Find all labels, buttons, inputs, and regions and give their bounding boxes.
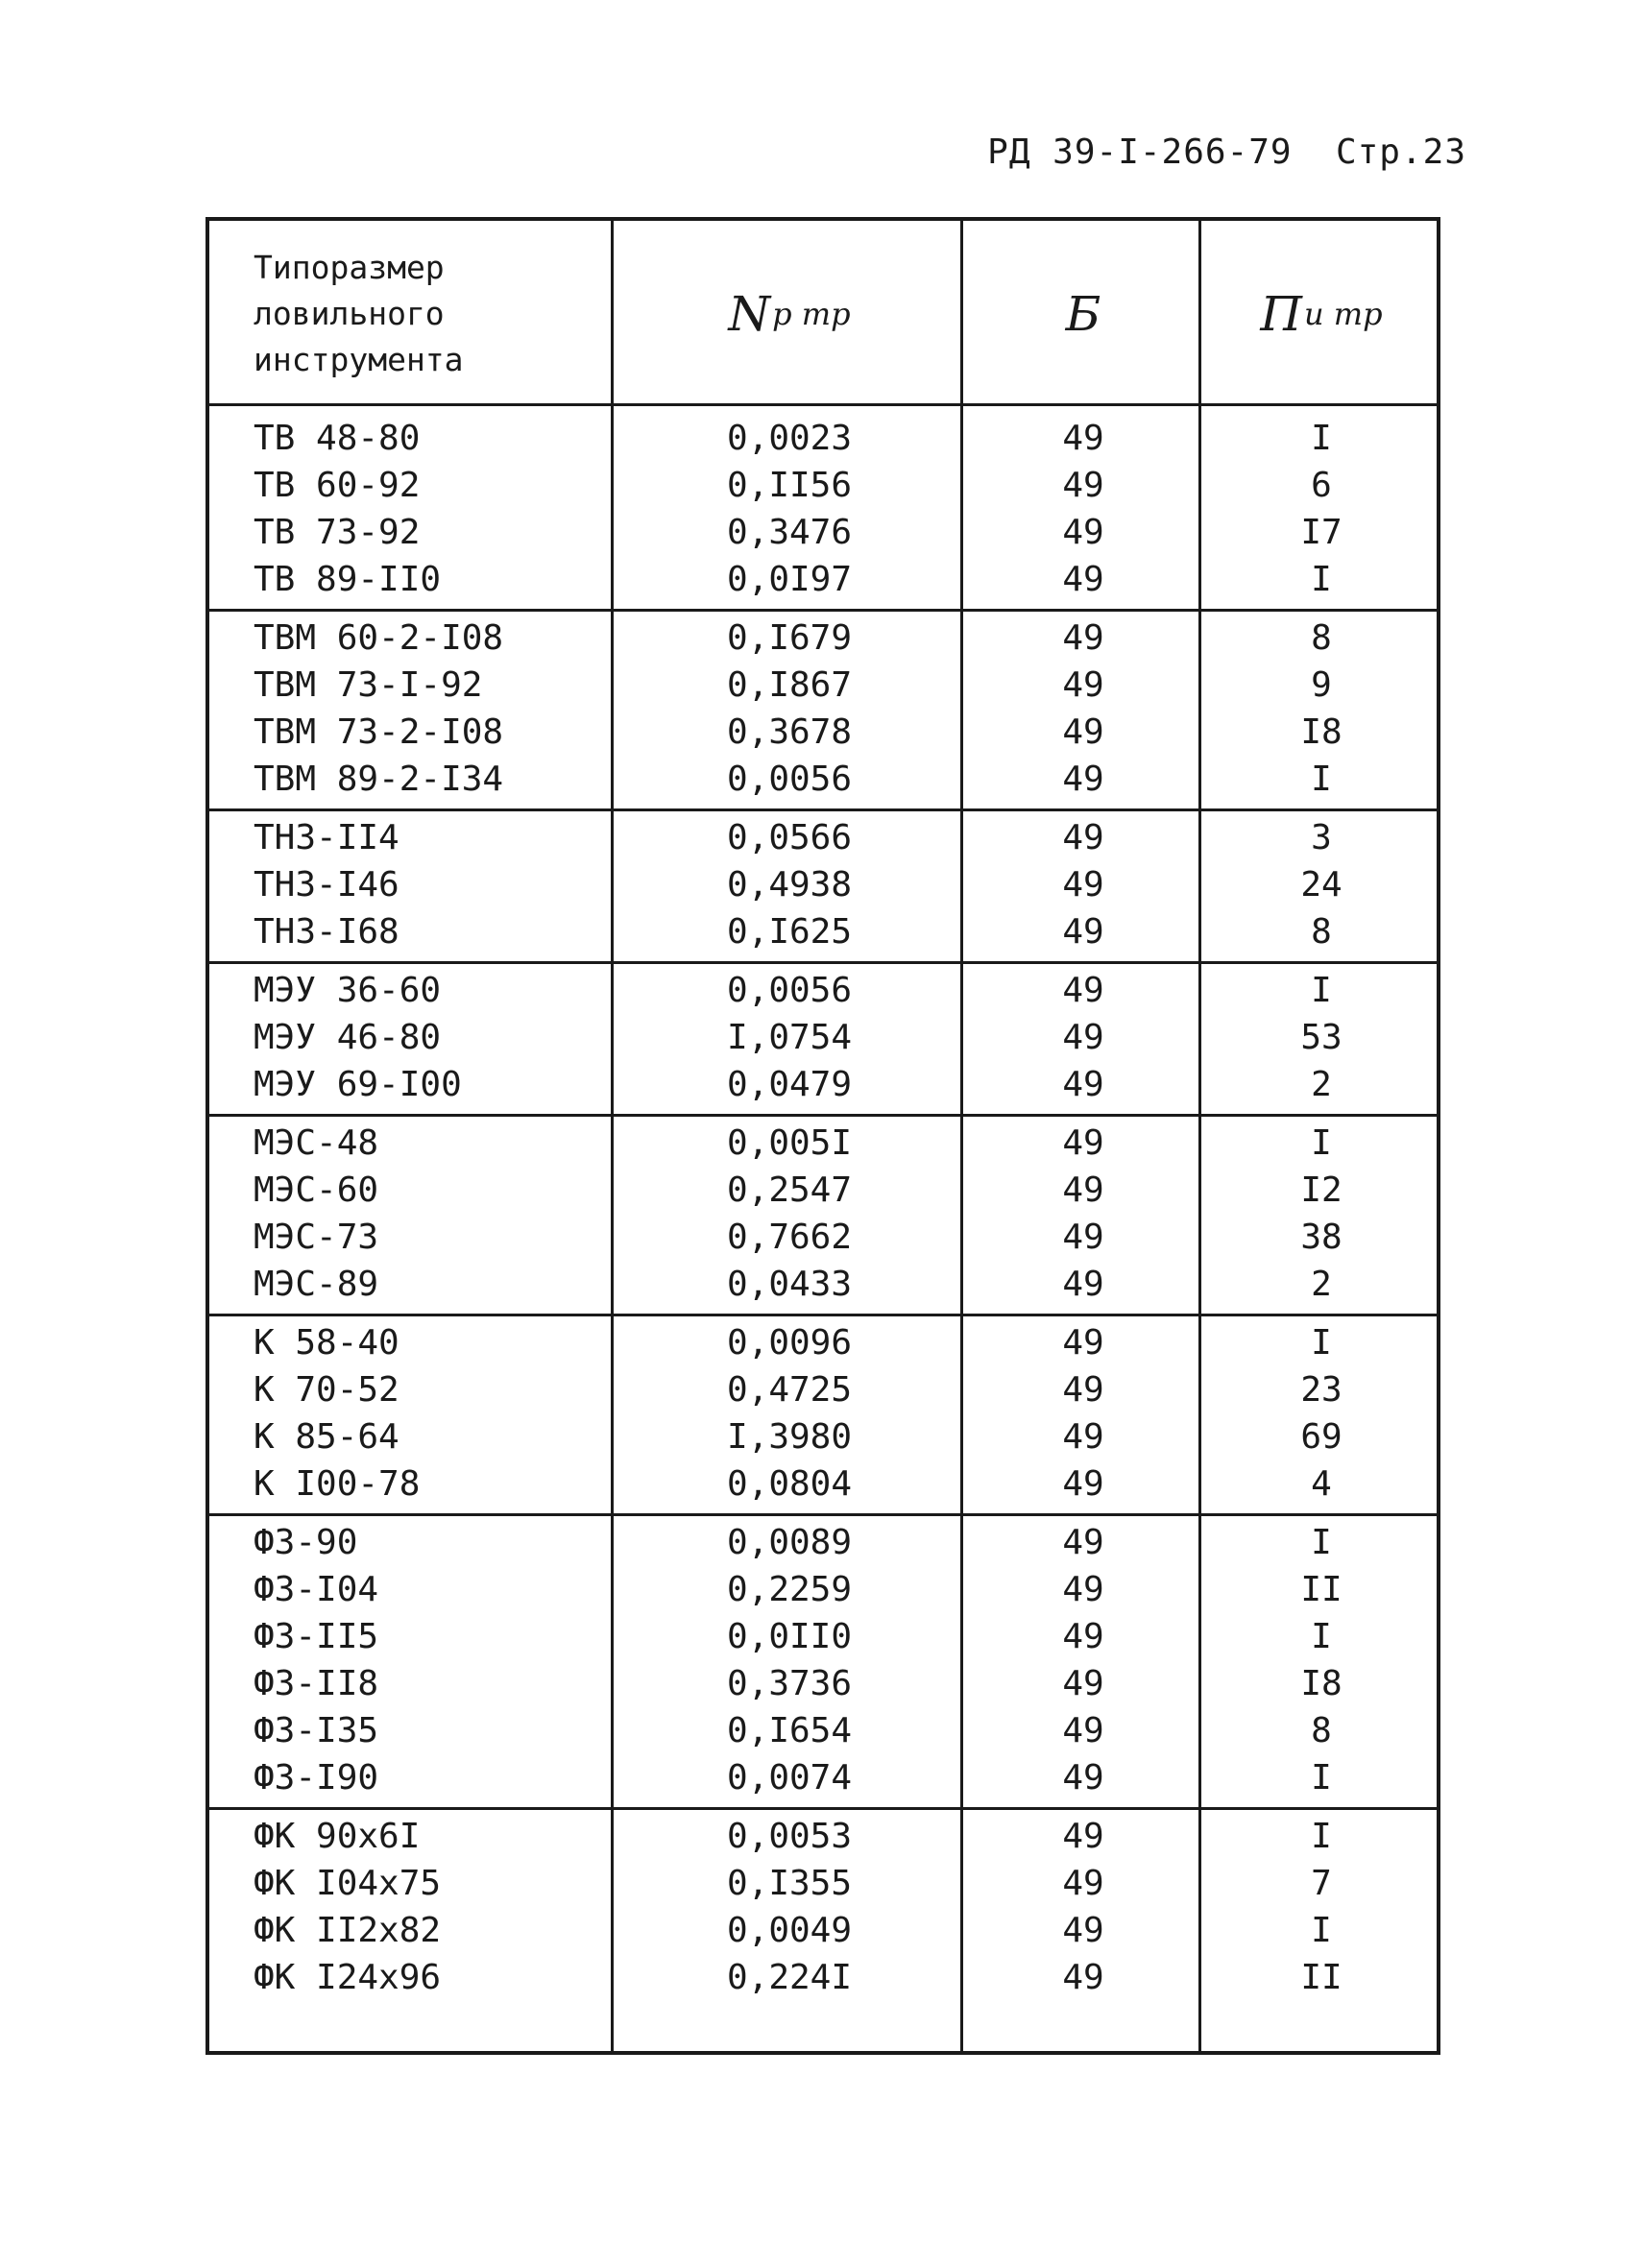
n-rtr-cell: 0,0096 (726, 1323, 853, 1363)
group-divider (209, 1114, 1437, 1117)
p-itr-cell: 8 (1311, 618, 1332, 658)
b-cell: 49 (1062, 1711, 1104, 1750)
b-cell: 49 (1062, 1323, 1104, 1363)
table-row (209, 1014, 1437, 1061)
b-cell: 49 (1062, 618, 1104, 658)
table-row (209, 615, 1437, 662)
header-tool-size-label: Типоразмер ловильного инструмента (254, 249, 464, 378)
table-row (209, 1707, 1437, 1754)
b-cell: 49 (1062, 1123, 1104, 1163)
p-itr-cell: I (1311, 1123, 1332, 1163)
tool-size-cell: ФЗ-II8 (254, 1664, 379, 1703)
table-row (209, 1261, 1437, 1308)
p-itr-cell: I (1311, 1817, 1332, 1856)
table-row (209, 1613, 1437, 1660)
tool-size-cell: МЭС-60 (254, 1170, 379, 1210)
table-row (209, 1167, 1437, 1214)
header-n-symbol: N (728, 286, 771, 342)
table-row (209, 756, 1437, 803)
p-itr-cell: I (1311, 1323, 1332, 1363)
table-row (209, 1061, 1437, 1108)
group-divider (209, 1513, 1437, 1516)
b-cell: 49 (1062, 712, 1104, 752)
tool-size-cell: ФЗ-I04 (254, 1570, 379, 1609)
table-row (209, 1214, 1437, 1261)
group-divider (209, 1314, 1437, 1316)
b-cell: 49 (1062, 1464, 1104, 1504)
p-itr-cell: 69 (1300, 1417, 1343, 1457)
p-itr-cell: II (1300, 1570, 1343, 1609)
p-itr-cell: I (1311, 971, 1332, 1010)
table-row (209, 662, 1437, 709)
p-itr-cell: 2 (1311, 1265, 1332, 1304)
p-itr-cell: I8 (1300, 1664, 1343, 1703)
n-rtr-cell: 0,3476 (726, 513, 853, 552)
b-cell: 49 (1062, 818, 1104, 857)
tool-size-cell: ФЗ-I90 (254, 1758, 379, 1798)
n-rtr-cell: I,3980 (726, 1417, 853, 1457)
tool-size-cell: МЭУ 36-60 (254, 971, 442, 1010)
table-row (209, 509, 1437, 556)
header-b (964, 221, 1202, 407)
tool-size-cell: ТВ 73-92 (254, 513, 421, 552)
tool-size-cell: ФК II2х82 (254, 1911, 442, 1950)
p-itr-cell: 8 (1311, 1711, 1332, 1750)
table-row (209, 1860, 1437, 1907)
tool-size-cell: К I00-78 (254, 1464, 421, 1504)
page-number: Стр.23 (1335, 133, 1466, 172)
table-row (209, 1566, 1437, 1613)
page-header (987, 133, 1466, 172)
header-n-subscript: р тр (772, 296, 851, 332)
group-divider (209, 961, 1437, 964)
tool-size-cell: ФЗ-II5 (254, 1617, 379, 1656)
p-itr-cell: 53 (1300, 1018, 1343, 1057)
header-n-rtr (615, 221, 964, 407)
header-tool-size (209, 221, 615, 407)
header-b-symbol: Б (1065, 286, 1101, 342)
b-cell: 49 (1062, 1758, 1104, 1798)
b-cell: 49 (1062, 1265, 1104, 1304)
table-row (209, 1319, 1437, 1366)
b-cell: 49 (1062, 1218, 1104, 1257)
b-cell: 49 (1062, 760, 1104, 799)
n-rtr-cell: 0,II56 (726, 466, 853, 505)
tool-size-cell: МЭС-48 (254, 1123, 379, 1163)
document-code: РД 39-I-266-79 (987, 133, 1293, 172)
b-cell: 49 (1062, 1065, 1104, 1104)
b-cell: 49 (1062, 419, 1104, 458)
n-rtr-cell: 0,0089 (726, 1523, 853, 1562)
p-itr-cell: I (1311, 419, 1332, 458)
n-rtr-cell: 0,005I (726, 1123, 853, 1163)
b-cell: 49 (1062, 1170, 1104, 1210)
tool-size-cell: ТВ 60-92 (254, 466, 421, 505)
table-row (209, 1954, 1437, 2001)
table-row (209, 1754, 1437, 1801)
n-rtr-cell: 0,0056 (726, 760, 853, 799)
table-row (209, 709, 1437, 756)
p-itr-cell: I (1311, 1523, 1332, 1562)
n-rtr-cell: 0,3678 (726, 712, 853, 752)
p-itr-cell: I (1311, 1758, 1332, 1798)
header-p-itr (1202, 221, 1440, 407)
b-cell: 49 (1062, 1018, 1104, 1057)
group-divider (209, 609, 1437, 612)
b-cell: 49 (1062, 1817, 1104, 1856)
table-row (209, 967, 1437, 1014)
b-cell: 49 (1062, 1911, 1104, 1950)
n-rtr-cell: 0,0566 (726, 818, 853, 857)
table-row (209, 1813, 1437, 1860)
tool-size-cell: ТВ 89-II0 (254, 560, 442, 599)
tool-size-cell: ТВМ 73-I-92 (254, 665, 483, 705)
p-itr-cell: 6 (1311, 466, 1332, 505)
n-rtr-cell: 0,3736 (726, 1664, 853, 1703)
b-cell: 49 (1062, 1864, 1104, 1903)
p-itr-cell: I (1311, 560, 1332, 599)
p-itr-cell: II (1300, 1958, 1343, 1997)
n-rtr-cell: 0,0II0 (726, 1617, 853, 1656)
tool-size-cell: ТНЗ-I68 (254, 912, 399, 952)
table-row (209, 1413, 1437, 1460)
header-p-subscript: и тр (1304, 296, 1383, 332)
n-rtr-cell: 0,0023 (726, 419, 853, 458)
tool-size-cell: ФК I24х96 (254, 1958, 442, 1997)
table-row (209, 861, 1437, 908)
n-rtr-cell: 0,4725 (726, 1370, 853, 1410)
table-row (209, 1120, 1437, 1167)
tool-size-cell: ФК I04х75 (254, 1864, 442, 1903)
n-rtr-cell: 0,0074 (726, 1758, 853, 1798)
table-row (209, 1907, 1437, 1954)
n-rtr-cell: 0,7662 (726, 1218, 853, 1257)
p-itr-cell: 2 (1311, 1065, 1332, 1104)
n-rtr-cell: 0,4938 (726, 865, 853, 905)
p-itr-cell: 9 (1311, 665, 1332, 705)
tool-size-cell: ФЗ-90 (254, 1523, 358, 1562)
n-rtr-cell: I,0754 (726, 1018, 853, 1057)
tool-size-cell: ТВМ 73-2-I08 (254, 712, 504, 752)
b-cell: 49 (1062, 1617, 1104, 1656)
tool-size-cell: К 70-52 (254, 1370, 399, 1410)
tool-size-cell: МЭУ 69-I00 (254, 1065, 462, 1104)
b-cell: 49 (1062, 1417, 1104, 1457)
p-itr-cell: 8 (1311, 912, 1332, 952)
p-itr-cell: I2 (1300, 1170, 1343, 1210)
p-itr-cell: I (1311, 1617, 1332, 1656)
n-rtr-cell: 0,I679 (726, 618, 853, 658)
tool-size-cell: МЭУ 46-80 (254, 1018, 442, 1057)
table-row (209, 556, 1437, 603)
b-cell: 49 (1062, 1523, 1104, 1562)
n-rtr-cell: 0,I654 (726, 1711, 853, 1750)
p-itr-cell: 23 (1300, 1370, 1343, 1410)
tool-size-cell: МЭС-73 (254, 1218, 379, 1257)
b-cell: 49 (1062, 513, 1104, 552)
tool-size-cell: ТНЗ-II4 (254, 818, 399, 857)
b-cell: 49 (1062, 912, 1104, 952)
b-cell: 49 (1062, 466, 1104, 505)
data-table (206, 217, 1440, 2055)
p-itr-cell: 4 (1311, 1464, 1332, 1504)
n-rtr-cell: 0,0804 (726, 1464, 853, 1504)
p-itr-cell: I (1311, 1911, 1332, 1950)
b-cell: 49 (1062, 865, 1104, 905)
n-rtr-cell: 0,0479 (726, 1065, 853, 1104)
tool-size-cell: К 58-40 (254, 1323, 399, 1363)
table-row (209, 908, 1437, 955)
p-itr-cell: 7 (1311, 1864, 1332, 1903)
tool-size-cell: К 85-64 (254, 1417, 399, 1457)
p-itr-cell: I (1311, 760, 1332, 799)
b-cell: 49 (1062, 1370, 1104, 1410)
p-itr-cell: I7 (1300, 513, 1343, 552)
n-rtr-cell: 0,224I (726, 1958, 853, 1997)
n-rtr-cell: 0,0I97 (726, 560, 853, 599)
table-row (209, 1460, 1437, 1508)
tool-size-cell: ТНЗ-I46 (254, 865, 399, 905)
p-itr-cell: 3 (1311, 818, 1332, 857)
p-itr-cell: 38 (1300, 1218, 1343, 1257)
b-cell: 49 (1062, 1958, 1104, 1997)
n-rtr-cell: 0,I355 (726, 1864, 853, 1903)
n-rtr-cell: 0,2259 (726, 1570, 853, 1609)
p-itr-cell: 24 (1300, 865, 1343, 905)
tool-size-cell: МЭС-89 (254, 1265, 379, 1304)
tool-size-cell: ТВМ 60-2-I08 (254, 618, 504, 658)
n-rtr-cell: 0,0056 (726, 971, 853, 1010)
table-row (209, 1519, 1437, 1566)
table-row (209, 1660, 1437, 1707)
tool-size-cell: ТВМ 89-2-I34 (254, 760, 504, 799)
p-itr-cell: I8 (1300, 712, 1343, 752)
tool-size-cell: ФЗ-I35 (254, 1711, 379, 1750)
b-cell: 49 (1062, 1664, 1104, 1703)
tool-size-cell: ТВ 48-80 (254, 419, 421, 458)
table-row (209, 814, 1437, 861)
n-rtr-cell: 0,0433 (726, 1265, 853, 1304)
n-rtr-cell: 0,I625 (726, 912, 853, 952)
b-cell: 49 (1062, 665, 1104, 705)
b-cell: 49 (1062, 971, 1104, 1010)
n-rtr-cell: 0,I867 (726, 665, 853, 705)
n-rtr-cell: 0,0049 (726, 1911, 853, 1950)
table-row (209, 1366, 1437, 1413)
n-rtr-cell: 0,2547 (726, 1170, 853, 1210)
group-divider (209, 1807, 1437, 1810)
table-row (209, 415, 1437, 462)
b-cell: 49 (1062, 560, 1104, 599)
b-cell: 49 (1062, 1570, 1104, 1609)
n-rtr-cell: 0,0053 (726, 1817, 853, 1856)
header-p-symbol: П (1260, 286, 1302, 342)
table-row (209, 462, 1437, 509)
group-divider (209, 808, 1437, 811)
tool-size-cell: ФК 90х6I (254, 1817, 421, 1856)
